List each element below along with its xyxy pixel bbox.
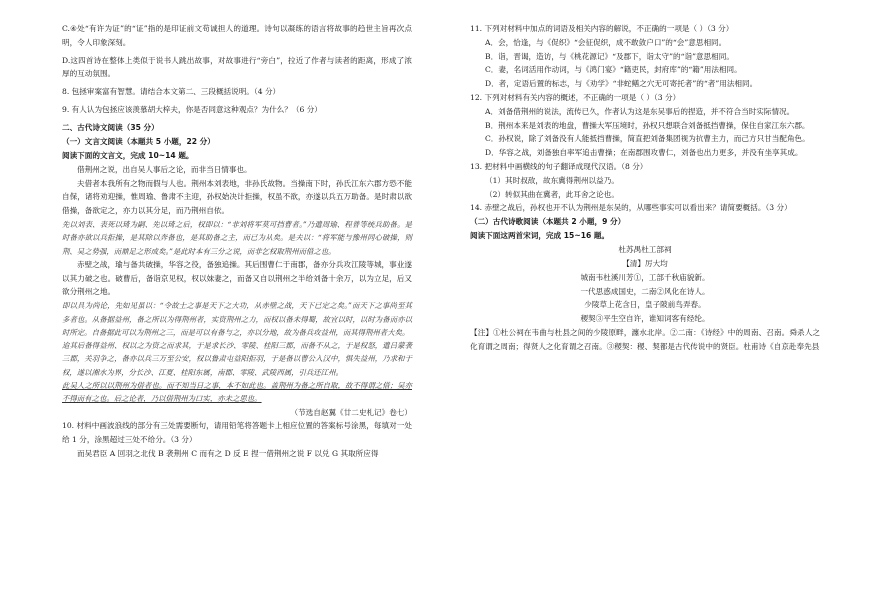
passage-para-1: 借荆州之说，出自吴人事后之论，而非当日情事也。 xyxy=(77,164,252,174)
question-9: 9. 有人认为包拯应该羡慕胡大梓夫，你是否同意这种观点？为什么？（6 分） xyxy=(62,104,322,114)
poem-line-2: 一代思惑成国史，二南②风化在诗人。 xyxy=(580,286,710,296)
question-12-d: D．华容之战，刘备独自率军追击曹操；在南郡围攻曹仁，刘备也出力更多，并没有坐享其成。 xyxy=(485,148,803,158)
question-11-d: D．者，定语后置的标志，与《劝学》“非蛇鳝之穴无可寄托者”的“者”用法相同。 xyxy=(485,79,758,89)
question-12-c: C．孙权说，除了刘备没有人能抵挡曹操，简直把刘备集团视为抗曹主力，而己方只甘当配角色。 xyxy=(485,134,810,144)
option-d: D.这四首诗在整体上类似于说书人跳出故事，对故事进行“旁白”，拉近了作者与读者的距离，形成了浓厚的互动氛围。 xyxy=(62,55,412,79)
passage-para-3: 赤壁之战，瑜与备共破操，华容之役，备独追操。其后围曹仁于南郡，备亦分兵攻江陵等城，事业遂以其力破之也。破曹后，备诣京见权，权以妹妻之，而备又自以荆州之半给刘备十余万，以为立足，后又欲分荆州之地。 xyxy=(62,259,412,297)
section-2a-title: （一）文言文阅读（本题共 5 小题，22 分） xyxy=(62,136,215,146)
option-c: C.④处“有许为证”的“证”指的是印证前文苟诚担人的道理。诗句以凝练的语言将故事的趋世主旨再次点明，令人印象深刻。 xyxy=(62,24,412,47)
left-column xyxy=(62,22,412,461)
question-11-a: A．会，恰逢，与《促织》“会征促织，成不敢敛户口”的“会”意思相同。 xyxy=(485,37,727,47)
question-11-b: B．诣，晋谒，造访，与《桃花源记》“及郡下，诣太守”的“诣”意思相同。 xyxy=(485,51,734,61)
question-10-text: 而吴君臣 A 回羽之北伐 B 袭荆州 C 而有之 D 反 E 捏一借荆州之说 F 以兑 G 其取所应得 xyxy=(77,449,379,459)
poem-instruction: 阅读下面这两首宋词，完成 15~16 题。 xyxy=(470,231,610,241)
passage-para-2: 夫借者本我所有之物而假与人也。荆州本刘表地，非孙氏故物。当操南下时，孙氏江东六郡方恐不能自保，诸将劝迎操，惟周瑜、鲁肃不主迎，孙权始决计拒操，权虽不欲，亦遂以兵五万助备。是时肃以欲借操，备欲定之，亦力以其分足，而乃荆州自依。 xyxy=(62,178,412,216)
question-13-1: （1）其时叔敌，故东冀得荆州以益乃。 xyxy=(485,175,619,185)
question-12: 12. 下列对材料有关内容的概述，不正确的一项是（ ）（3 分） xyxy=(470,92,681,102)
poem-title: 杜苏禺杜工部祠 xyxy=(618,245,672,255)
question-11-c: C．妻，名词活用作动词，与《鸿门宴》“籍吏民，封府库”的“籍”用法相同。 xyxy=(485,65,742,75)
question-12-b: B．荆州本来是刘表的地盘，曹操大军压境时，孙权只想联合刘备抵挡曹操，保住自家江东六郡。 xyxy=(485,120,810,130)
question-13-2: （2）转似其曲在冀者，此耳舍之论也。 xyxy=(485,189,619,199)
passage-handwritten-2: 即以具为尚论，先如见虽以：“令故士之事是天下之大功，从赤壁之战，天下已定之矣。”而天下之事尚至其多者也。从备据益州，备之所以为得荆州者，实资荆州之力，而权以备未得蜀，故宜以时，以时为备而亦以时所定。自备据此可以为荆州之三，而是可以有备与之，亦以分地，故为备兵攻益州，而其得荆州者大矣。 xyxy=(62,301,412,337)
question-8: 8. 包拯审案富有智慧。请结合本文第二、三段概括说明。（4 分） xyxy=(62,87,281,97)
section-2-title: 二、古代诗文阅读（35 分） xyxy=(62,122,159,132)
question-13: 13. 把材料中画横线的句子翻译成现代汉语。（8 分） xyxy=(470,161,648,171)
question-11: 11. 下列对材料中加点的词语及相关内容的解说，不正确的一项是（ ）（3 分） xyxy=(470,24,734,33)
reading-instruction: 阅读下面的文言文，完成 10~14 题。 xyxy=(62,150,194,160)
poem-note: 【注】①杜公祠在韦曲与杜县之间的少陵原畔，瀍水北岸。②二南：《诗经》中的周南、召南。舜杀人之化育谓之周南；得贤人之化育谓之召南。③稷契：稷、契都是古代传说中的贤臣。杜甫诗《自京赴奉先县 xyxy=(470,327,820,351)
poem-line-4: 稷契③平生空自许，谁知词客有经纶。 xyxy=(580,314,710,324)
poem-line-1: 城南韦杜溪川芳①，工部千秋庙貌新。 xyxy=(580,272,710,282)
passage-source: （节选自赵翼《廿二史札记》卷七） xyxy=(290,407,412,417)
poem-line-3: 少陵草上花含日，皇子陂前鸟弄春。 xyxy=(584,300,706,310)
section-2b-title: （二）古代诗歌阅读（本题共 2 小题，9 分） xyxy=(470,217,626,227)
passage-handwritten-4: 此吴人之所以以荆州为借者也。而不知当日之事，本不如此也。盖荆州为备之所自取，故不得谓之借；吴亦不得而有之也。后之论者，乃以借荆州为口实，亦未之思也。 xyxy=(62,381,412,404)
question-10: 10. 材料中画波浪线的部分有三处需要断句，请用铅笔将答题卡上相应位置的答案标号涂黑，每填对一处给 1 分，涂黑超过三处不给分。（3 分） xyxy=(62,421,412,445)
question-14: 14. 赤壁之战后，孙权也开不认为荆州是东吴的，从哪些事实可以看出来？请简要概括。（3 分） xyxy=(470,203,792,213)
question-12-a: A．刘备借荆州的说法，流传已久，作者认为这是东吴事后的捏造，并不符合当时实际情况。 xyxy=(485,106,795,116)
right-column xyxy=(470,22,820,354)
poem-author: 【清】厉大均 xyxy=(622,258,668,268)
passage-handwritten-1: 先以刘表、表死以琦为嗣、先以琦之后，权即以：“非刘将军莫可挡曹者。”乃遣周瑜、程普等统兵助备。是时备亦欲以兵拒操，是其除以奔备也，是其助备之主，而已为从矣。是夫以：“将军能与豫州同心破操，则荆、吴之势强，而鼎足之形成矣。”是此时本有三分之说，而非乞权取荆州而借之也。 xyxy=(62,219,412,256)
passage-handwritten-3: 迨其后备得益州、权以之为资之而求其，于是求长沙、零陵、桂阳三郡，而备不从之，于是权怒，遣吕蒙袭三郡，关羽争之，备亦以兵三万至公安，权以鲁肃屯益阳拒羽，于是备以曹公入汉中，惧失益州，乃求和于权，遂以湘水为界，分长沙、江夏、桂阳东属，南郡、零陵、武陵西属，引兵还江州。 xyxy=(62,341,412,377)
